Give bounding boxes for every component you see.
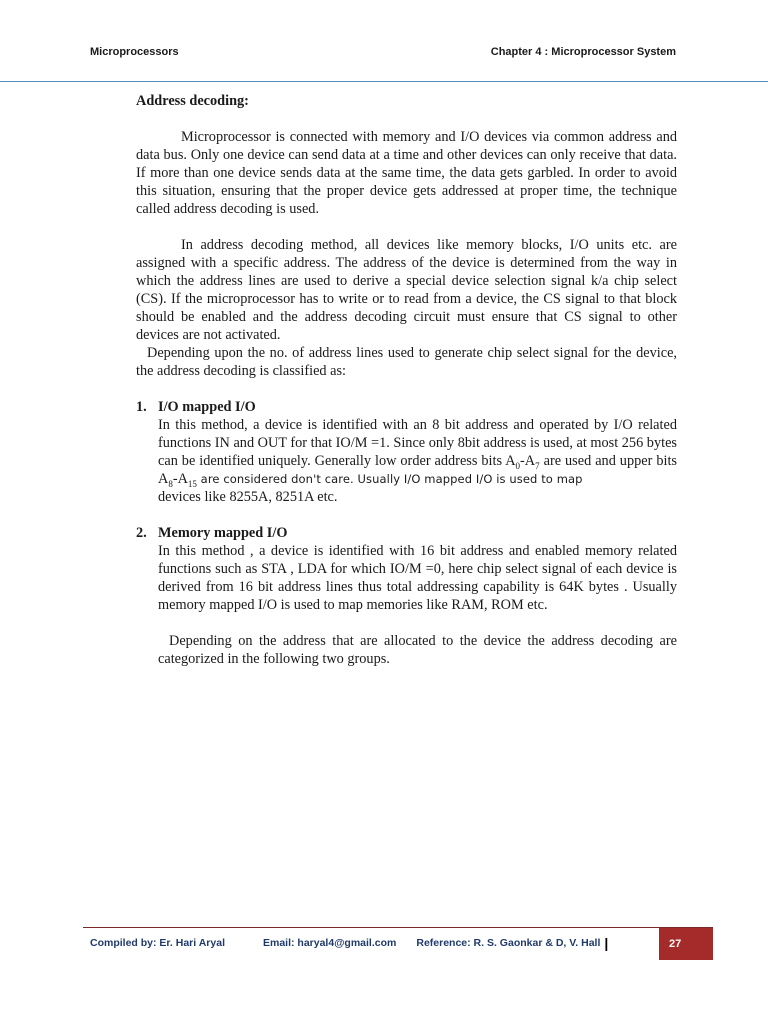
- footer-reference: Reference: R. S. Gaonkar & D, V. Hall: [416, 937, 601, 949]
- list-number: 1.: [136, 399, 147, 415]
- list-item-body: In this method , a device is identified with 16 bit address and enabled memory related functions such as STA , LDA for which IO/M =0, here chip select signal of each device is derived from 16 bit address lines thus total addressing capability is 64K bytes . Usually memory mapped I/O is used to map memories like RAM, ROM etc.: [158, 543, 677, 613]
- section-heading: Address decoding:: [136, 93, 249, 109]
- page-header: [90, 46, 676, 58]
- page-content: [136, 92, 677, 668]
- header-rule: [0, 81, 768, 82]
- footer-separator: |: [604, 935, 609, 951]
- list-item-title: Memory mapped I/O: [158, 525, 288, 541]
- list-item-body-end: devices like 8255A, 8251A etc.: [158, 489, 338, 505]
- paragraph-1: Microprocessor is connected with memory and I/O devices via common address and data bus. Only one device can send data at a time and other devices can only receive that data. If more than one device sends data at the same time, the data gets garbled. In order to avoid this situation, ensuring that the proper device gets addressed at proper time, the technique called address decoding is used.: [136, 129, 677, 217]
- list-item-memory-mapped: [136, 524, 677, 614]
- list-item-io-mapped: [136, 398, 677, 506]
- paragraph-4: Depending on the address that are allocated to the device the address decoding are categorized in the following two groups.: [158, 633, 677, 667]
- page-footer: [90, 935, 608, 951]
- list-number: 2.: [136, 525, 147, 541]
- header-right: Chapter 4 : Microprocessor System: [490, 46, 676, 58]
- list-item-body: In this method, a device is identified with an 8 bit address and operated by I/O related functions IN and OUT for that IO/M =1. Since only 8bit address is used, at most 256 bytes can be identified uniquely. Generally low order address bits $A_0-A_7$ are used and upper bits $A_8-A_{15}$ are considered don't care. Usually I/O mapped I/O is used to map: [158, 417, 677, 489]
- footer-email: Email: haryal4@gmail.com: [262, 937, 397, 949]
- footer-rule: [83, 927, 713, 928]
- list-item-title: I/O mapped I/O: [158, 399, 256, 415]
- footer-compiled: Compiled by: Er. Hari Aryal: [90, 937, 225, 949]
- paragraph-3: Depending upon the no. of address lines used to generate chip select signal for the device, the address decoding is classified as:: [136, 345, 677, 379]
- paragraph-2: In address decoding method, all devices like memory blocks, I/O units etc. are assigned with a specific address. The address of the device is determined from the way in which the address lines are used to derive a special device selection signal k/a chip select (CS). If the microprocessor has to write or to read from a device, the CS signal to that block should be enabled and the address decoding circuit must ensure that CS signal to other devices are not activated.: [136, 237, 677, 343]
- header-left: Microprocessors: [90, 46, 179, 58]
- page-number: 27: [659, 928, 713, 960]
